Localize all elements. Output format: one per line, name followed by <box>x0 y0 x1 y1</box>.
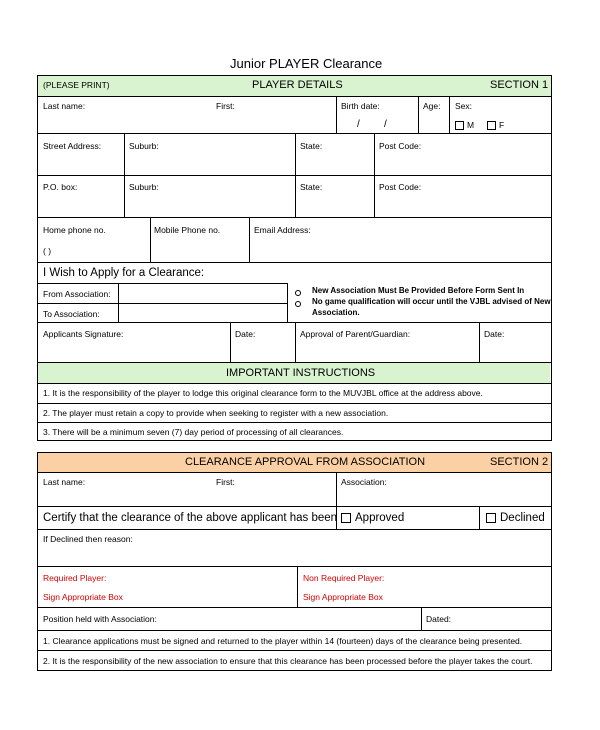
if-declined-reason-label: If Declined then reason: <box>43 534 133 544</box>
first-name-label: First: <box>216 477 235 487</box>
birth-date-label: Birth date: <box>341 101 380 111</box>
sex-m-option[interactable] <box>455 120 474 130</box>
birth-date-slash-1: / <box>357 119 360 130</box>
from-association-label: From Association: <box>43 289 111 299</box>
bullet-icon <box>295 298 301 308</box>
birth-date-slash-2: / <box>384 119 387 130</box>
street-address-label: Street Address: <box>43 141 102 151</box>
checkbox-icon[interactable] <box>487 121 496 130</box>
section1-border <box>37 75 552 441</box>
sign-appropriate-box-label: Sign Appropriate Box <box>43 592 123 602</box>
sex-m-label: M <box>467 120 475 130</box>
section2-note: 2. It is the responsibility of the new association to ensure that this clearance has been processed before the player takes the court. <box>43 656 533 666</box>
state-label: State: <box>300 182 323 192</box>
dated-label: Dated: <box>426 614 452 624</box>
important-instructions-heading: IMPORTANT INSTRUCTIONS <box>226 367 376 379</box>
association-label: Association: <box>341 477 387 487</box>
checkbox-icon[interactable] <box>486 513 496 523</box>
checkbox-icon[interactable] <box>455 121 464 130</box>
first-name-label: First: <box>216 101 235 111</box>
section2-label: SECTION 2 <box>490 456 549 468</box>
age-label: Age: <box>423 101 441 111</box>
bullet-icon <box>295 287 301 297</box>
last-name-label: Last name: <box>43 101 86 111</box>
state-label: State: <box>300 141 323 151</box>
declined-option[interactable] <box>486 512 545 525</box>
to-association-label: To Association: <box>43 309 100 319</box>
post-code-label: Post Code: <box>379 182 422 192</box>
date-label: Date: <box>484 329 505 339</box>
game-qualification-note: No game qualification will occur until the VJBL advised of New <box>312 297 551 306</box>
instruction-item: 3. There will be a minimum seven (7) day period of processing of all clearances. <box>43 427 344 437</box>
page-title: Junior PLAYER Clearance <box>230 56 383 71</box>
game-qualification-note-cont: Association. <box>312 308 360 317</box>
sex-label: Sex: <box>455 101 473 111</box>
section1-label: SECTION 1 <box>490 79 549 91</box>
approved-label: Approved <box>355 512 405 524</box>
suburb-label: Suburb: <box>129 141 159 151</box>
sex-f-label: F <box>499 120 505 130</box>
suburb-label: Suburb: <box>129 182 159 192</box>
required-player-label: Required Player: <box>43 573 107 583</box>
home-phone-label: Home phone no. <box>43 225 106 235</box>
wish-to-apply-heading: I Wish to Apply for a Clearance: <box>43 267 205 279</box>
declined-label: Declined <box>500 512 545 524</box>
date-label: Date: <box>235 329 256 339</box>
po-box-label: P.O. box: <box>43 182 78 192</box>
section2-note: 1. Clearance applications must be signed and returned to the player within 14 (fourteen) days of the clearance being presented. <box>43 636 523 646</box>
clearance-approval-heading: CLEARANCE APPROVAL FROM ASSOCIATION <box>185 456 426 468</box>
instruction-item: 2. The player must retain a copy to provide when seeking to register with a new association. <box>43 408 389 418</box>
sign-appropriate-box-label: Sign Appropriate Box <box>303 592 383 602</box>
post-code-label: Post Code: <box>379 141 422 151</box>
new-association-note: New Association Must Be Provided Before Form Sent In <box>312 286 525 295</box>
certify-statement: Certify that the clearance of the above applicant has been <box>43 512 338 524</box>
player-details-heading: PLAYER DETAILS <box>252 79 343 91</box>
email-address-label: Email Address: <box>254 225 311 235</box>
area-code-brackets: ( ) <box>43 246 52 256</box>
instruction-item: 1. It is the responsibility of the player to lodge this original clearance form to the MUVJBL office at the address above. <box>43 388 483 398</box>
sex-f-option[interactable] <box>487 120 504 130</box>
position-held-label: Position held with Association: <box>43 614 157 624</box>
parent-approval-label: Approval of Parent/Guardian: <box>300 329 411 339</box>
last-name-label: Last name: <box>43 477 86 487</box>
please-print-label: (PLEASE PRINT) <box>43 80 110 90</box>
approved-option[interactable] <box>341 512 404 525</box>
checkbox-icon[interactable] <box>341 513 351 523</box>
non-required-player-label: Non Required Player: <box>303 573 385 583</box>
applicant-signature-label: Applicants Signature: <box>43 329 124 339</box>
mobile-phone-label: Mobile Phone no. <box>154 225 221 235</box>
